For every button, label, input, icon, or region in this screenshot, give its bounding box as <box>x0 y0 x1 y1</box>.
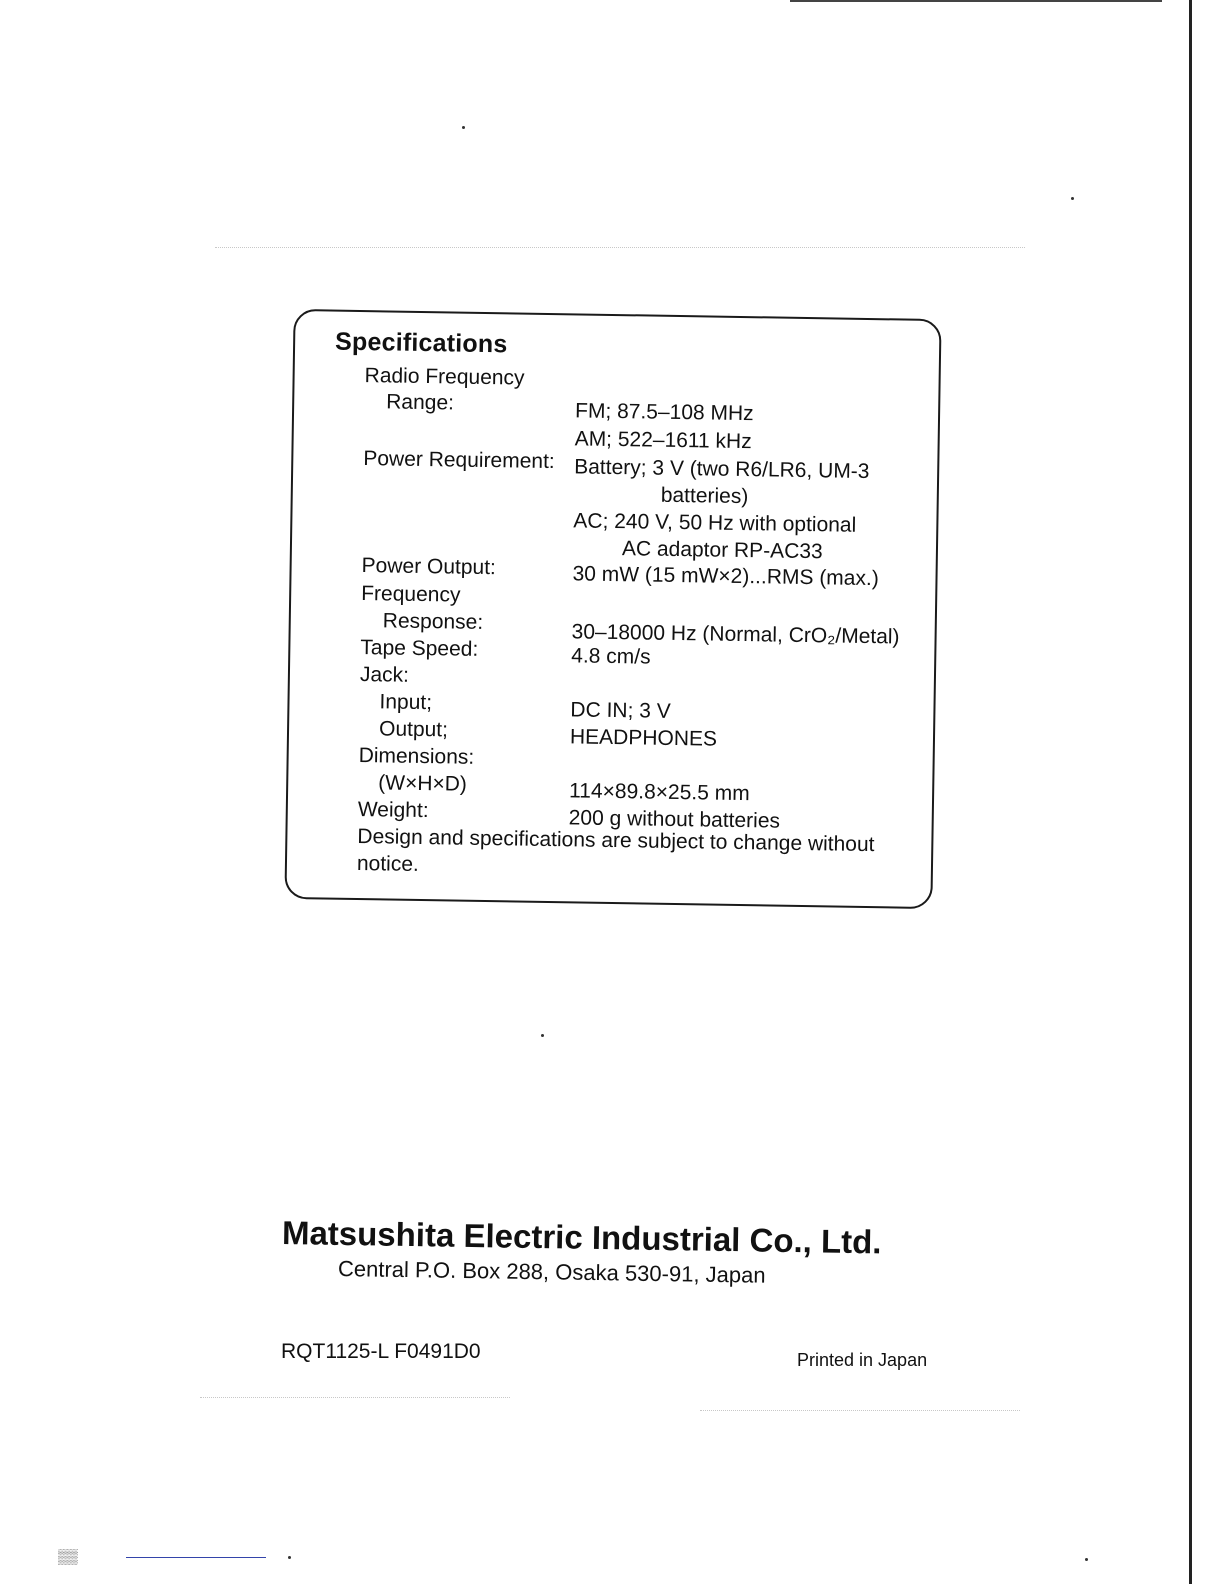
spec-value: FM; 87.5–108 MHz <box>574 399 754 426</box>
spec-value: 200 g without batteries <box>568 806 781 833</box>
scan-artifact-line <box>700 1410 1020 1411</box>
spec-value: AC; 240 V, 50 Hz with optional <box>573 509 857 537</box>
spec-value: HEADPHONES <box>569 725 718 751</box>
spec-label: Frequency <box>361 582 461 607</box>
spec-value: 30 mW (15 mW×2)...RMS (max.) <box>572 562 879 591</box>
spec-value: Battery; 3 V (two R6/LR6, UM-3 <box>574 455 870 484</box>
spec-note: notice. <box>356 852 420 876</box>
scan-artifact-line <box>200 1397 510 1398</box>
spec-label: (W×H×D) <box>378 771 468 796</box>
spec-value: 114×89.8×25.5 mm <box>568 779 750 806</box>
spec-label: Input; <box>379 690 433 715</box>
scan-page-edge <box>1189 0 1192 1584</box>
spec-label: Dimensions: <box>358 744 475 769</box>
spec-value: 4.8 cm/s <box>571 644 651 669</box>
spec-label: Range: <box>386 390 455 415</box>
scan-speck <box>1071 197 1074 200</box>
spec-label: Tape Speed: <box>360 636 479 661</box>
spec-value: 30–18000 Hz (Normal, CrO₂/Metal) <box>571 620 900 649</box>
scan-artifact-line <box>215 247 1025 248</box>
scan-speck <box>288 1556 291 1559</box>
specifications-box <box>284 309 941 909</box>
spec-label: Power Output: <box>361 554 497 580</box>
spec-label: Weight: <box>357 798 429 823</box>
company-address: Central P.O. Box 288, Osaka 530-91, Japan <box>337 1256 766 1288</box>
spec-value: AM; 522–1611 kHz <box>574 427 752 454</box>
spec-label: Response: <box>382 609 484 634</box>
spec-value: AC adaptor RP-AC33 <box>621 537 823 564</box>
spec-label: Radio Frequency <box>364 364 525 390</box>
scan-rule-top <box>790 0 1162 2</box>
printed-in: Printed in Japan <box>797 1350 928 1370</box>
spec-note: Design and specifications are subject to change without <box>357 825 875 857</box>
part-code: RQT1125-L F0491D0 <box>281 1340 481 1363</box>
spec-label: Jack: <box>359 663 410 687</box>
scan-corner-smudge-icon: ▒▒ <box>58 1548 78 1564</box>
spec-value: DC IN; 3 V <box>570 698 671 723</box>
scan-speck <box>1085 1558 1088 1561</box>
scan-speck <box>541 1034 544 1037</box>
scan-speck <box>462 126 465 129</box>
specifications-title: Specifications <box>334 327 508 359</box>
company-name: Matsushita Electric Industrial Co., Ltd. <box>281 1214 882 1261</box>
spec-label: Output; <box>378 717 449 742</box>
spec-value: batteries) <box>660 483 749 509</box>
spec-label: Power Requirement: <box>363 447 555 474</box>
scan-underline <box>126 1557 266 1558</box>
